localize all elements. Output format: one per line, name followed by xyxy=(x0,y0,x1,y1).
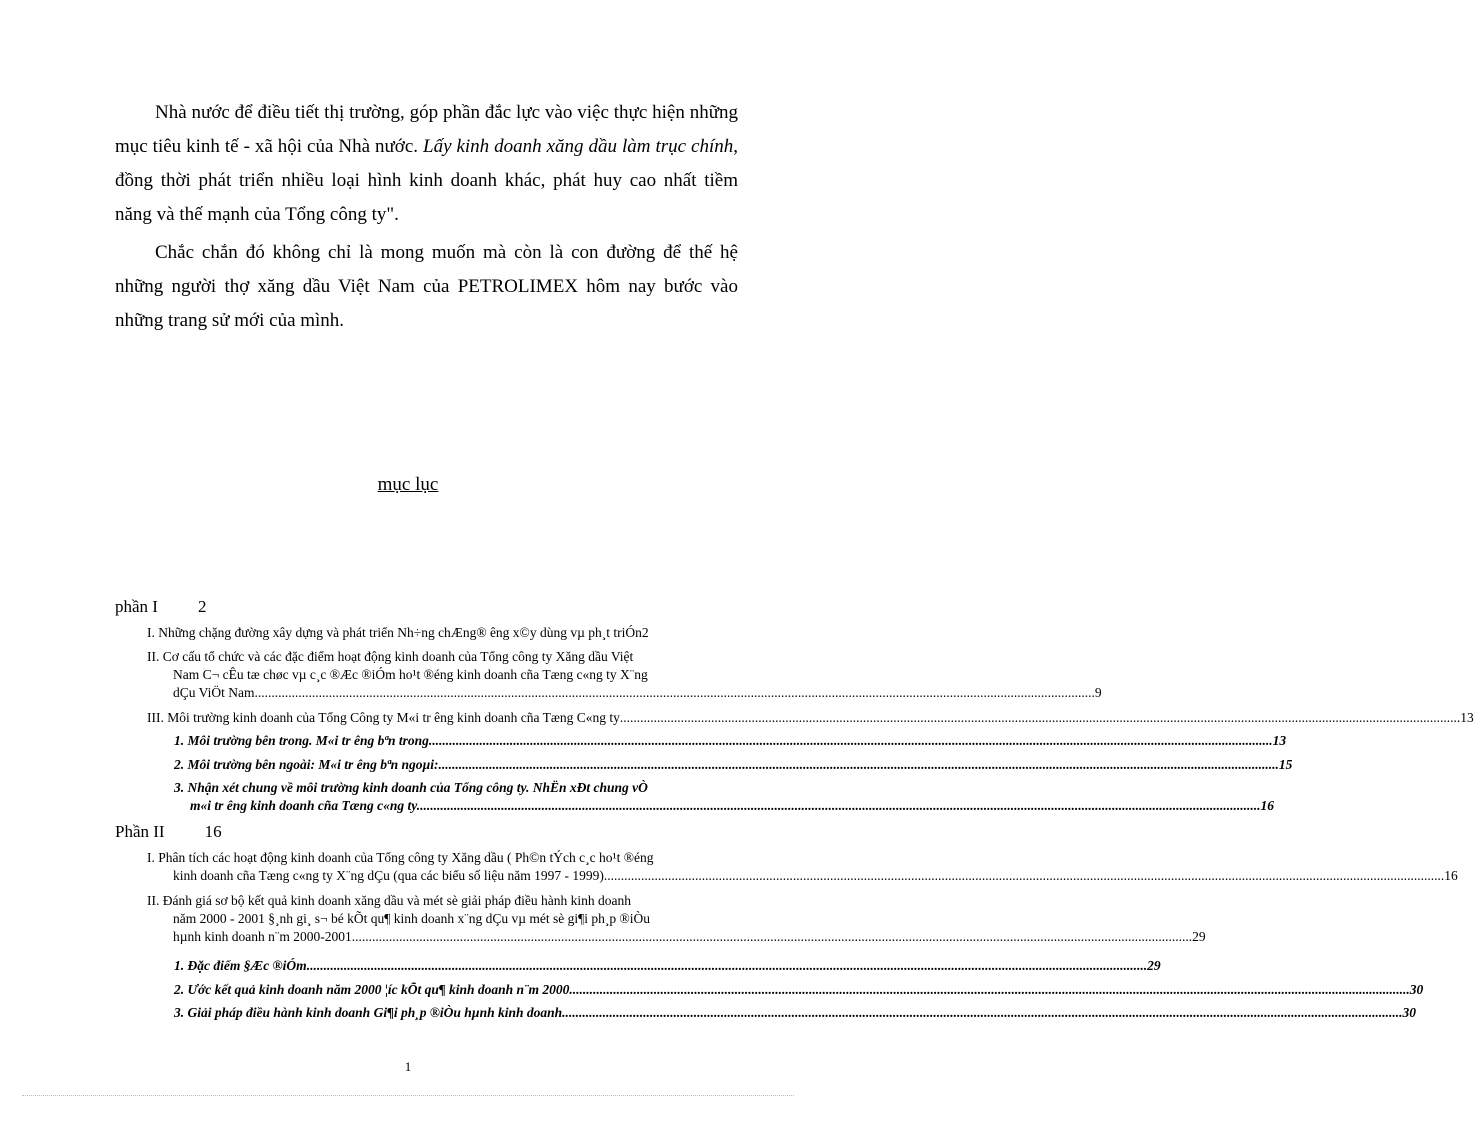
toc-entry-8[interactable] xyxy=(147,892,1206,946)
toc-entry-2[interactable] xyxy=(147,648,1102,702)
toc-entry-11-text: 3. Giải pháp điều hành kinh doanh Gi¶i ph¸p ®iÒu hµnh kinh doanh xyxy=(174,1005,563,1020)
toc-entry-11-page: 30 xyxy=(1402,1005,1416,1020)
toc-entry-10-page: 30 xyxy=(1409,982,1424,997)
para1-text-c: , đồng thời phát triển nhiều loại hình kinh doanh khác, phát huy cao nhất tiềm năng và thế mạnh của Tổng công ty". xyxy=(115,136,739,225)
toc-entry-5-text: 2. Môi trường bên ngoài: M«i tr êng bªn ngoµi: xyxy=(174,757,439,772)
toc-entry-6-line-1: 3. Nhận xét chung về môi trường kinh doanh của Tổng công ty. NhËn xÐt chung vÒ xyxy=(174,780,648,795)
toc-entry-5-page: 15 xyxy=(1278,757,1293,772)
toc-entry-2-line-3: dÇu ViÖt Nam xyxy=(173,685,255,700)
page-number: 1 xyxy=(404,1059,412,1074)
toc-entry-3-page: 13 xyxy=(1460,710,1474,725)
toc-entry-7-line-1: I. Phân tích các hoạt động kinh doanh của Tổng công ty Xăng dầu ( Ph©n tÝch c¸c ho¹t ®éng xyxy=(147,850,654,865)
toc-entry-8-line-2: năm 2000 - 2001 §¸nh gi¸ s¬ bé kÕt qu¶ kinh doanh x¨ng dÇu vµ mét sè gi¶i ph¸p ®iÒu xyxy=(173,911,650,926)
toc-entry-2-line-2: Nam C¬ cÊu tæ chøc vµ c¸c ®Æc ®iÓm ho¹t ®éng kinh doanh cña Tæng c«ng ty X¨ng xyxy=(173,667,648,682)
para2-text: Chắc chắn đó không chỉ là mong muốn mà còn là con đường để thế hệ những người thợ xăng dầu Việt Nam của PETROLIMEX hôm nay bước vào những trang sử mới của mình. xyxy=(115,242,738,331)
toc-entry-1-page: 2 xyxy=(641,625,649,640)
body-paragraph-2 xyxy=(115,236,738,338)
toc-entry-7-line-2: kinh doanh cña Tæng c«ng ty X¨ng dÇu (qua các biểu số liệu năm 1997 - 1999) xyxy=(173,868,604,883)
toc-entry-5[interactable] xyxy=(174,756,1293,774)
toc-part-2-label: Phần II xyxy=(115,822,165,841)
toc-title: mục lục xyxy=(377,474,439,495)
toc-entry-6-line-2: m«i tr êng kinh doanh cña Tæng c«ng ty. xyxy=(190,798,421,813)
toc-part-1[interactable] xyxy=(115,597,206,617)
toc-entry-8-line-1: II. Đánh giá sơ bộ kết quả kinh doanh xăng dầu và mét sè giải pháp điều hành kinh doanh xyxy=(147,893,632,908)
para1-text-italic: Lấy kinh doanh xăng dầu làm trục chính xyxy=(423,136,734,157)
page-bottom-divider xyxy=(22,1095,794,1096)
toc-entry-2-line-1: II. Cơ cấu tổ chức và các đặc điểm hoạt động kinh doanh của Tổng công ty Xăng dầu Việt xyxy=(147,649,634,664)
toc-entry-7-page: 16 xyxy=(1444,868,1458,883)
toc-entry-1[interactable] xyxy=(147,624,739,642)
toc-entry-10[interactable] xyxy=(174,981,1424,999)
toc-part-2-page: 16 xyxy=(204,822,222,841)
toc-part-1-label: phần I xyxy=(115,597,158,616)
para1-text-a: Nhà nước để điều tiết thị trường, góp phần đắc lực vào việc thực hiện những mục tiêu kinh tế - xã hội của Nhà nước. xyxy=(115,102,738,157)
toc-entry-9-page: 29 xyxy=(1147,958,1161,973)
toc-entry-2-page: 9 xyxy=(1094,685,1102,700)
toc-entry-3[interactable] xyxy=(147,709,1474,727)
toc-entry-8-page: 29 xyxy=(1192,929,1206,944)
toc-entry-7[interactable] xyxy=(147,849,1458,885)
toc-entry-3-text: III. Môi trường kinh doanh của Tổng Công ty M«i tr êng kinh doanh cña Tæng C«ng ty xyxy=(147,710,620,725)
toc-entry-4[interactable] xyxy=(174,732,1287,750)
toc-entry-11[interactable] xyxy=(174,1004,1416,1022)
toc-entry-6-page: 16 xyxy=(1260,798,1275,813)
toc-part-2[interactable] xyxy=(115,822,222,842)
toc-part-1-page: 2 xyxy=(197,597,207,616)
toc-entry-4-page: 13 xyxy=(1272,733,1287,748)
toc-entry-1-text: I. Những chặng đường xây dựng và phát triển Nh÷ng chÆng® êng x©y dùng vµ ph¸t triÓn xyxy=(147,625,642,640)
body-paragraph-1 xyxy=(115,96,738,232)
toc-entry-9-text: 1. Đặc điểm §Æc ®iÓm xyxy=(174,958,307,973)
toc-entry-6[interactable] xyxy=(174,779,1275,815)
toc-entry-10-text: 2. Ước kết quả kinh doanh năm 2000 ¦íc kÕt qu¶ kinh doanh n¨m 2000 xyxy=(174,982,570,997)
toc-entry-9[interactable] xyxy=(174,957,1161,975)
toc-entry-4-text: 1. Môi trường bên trong. M«i tr êng bªn trong. xyxy=(174,733,433,748)
toc-entry-8-line-3: hµnh kinh doanh n¨m 2000-2001 xyxy=(173,929,352,944)
